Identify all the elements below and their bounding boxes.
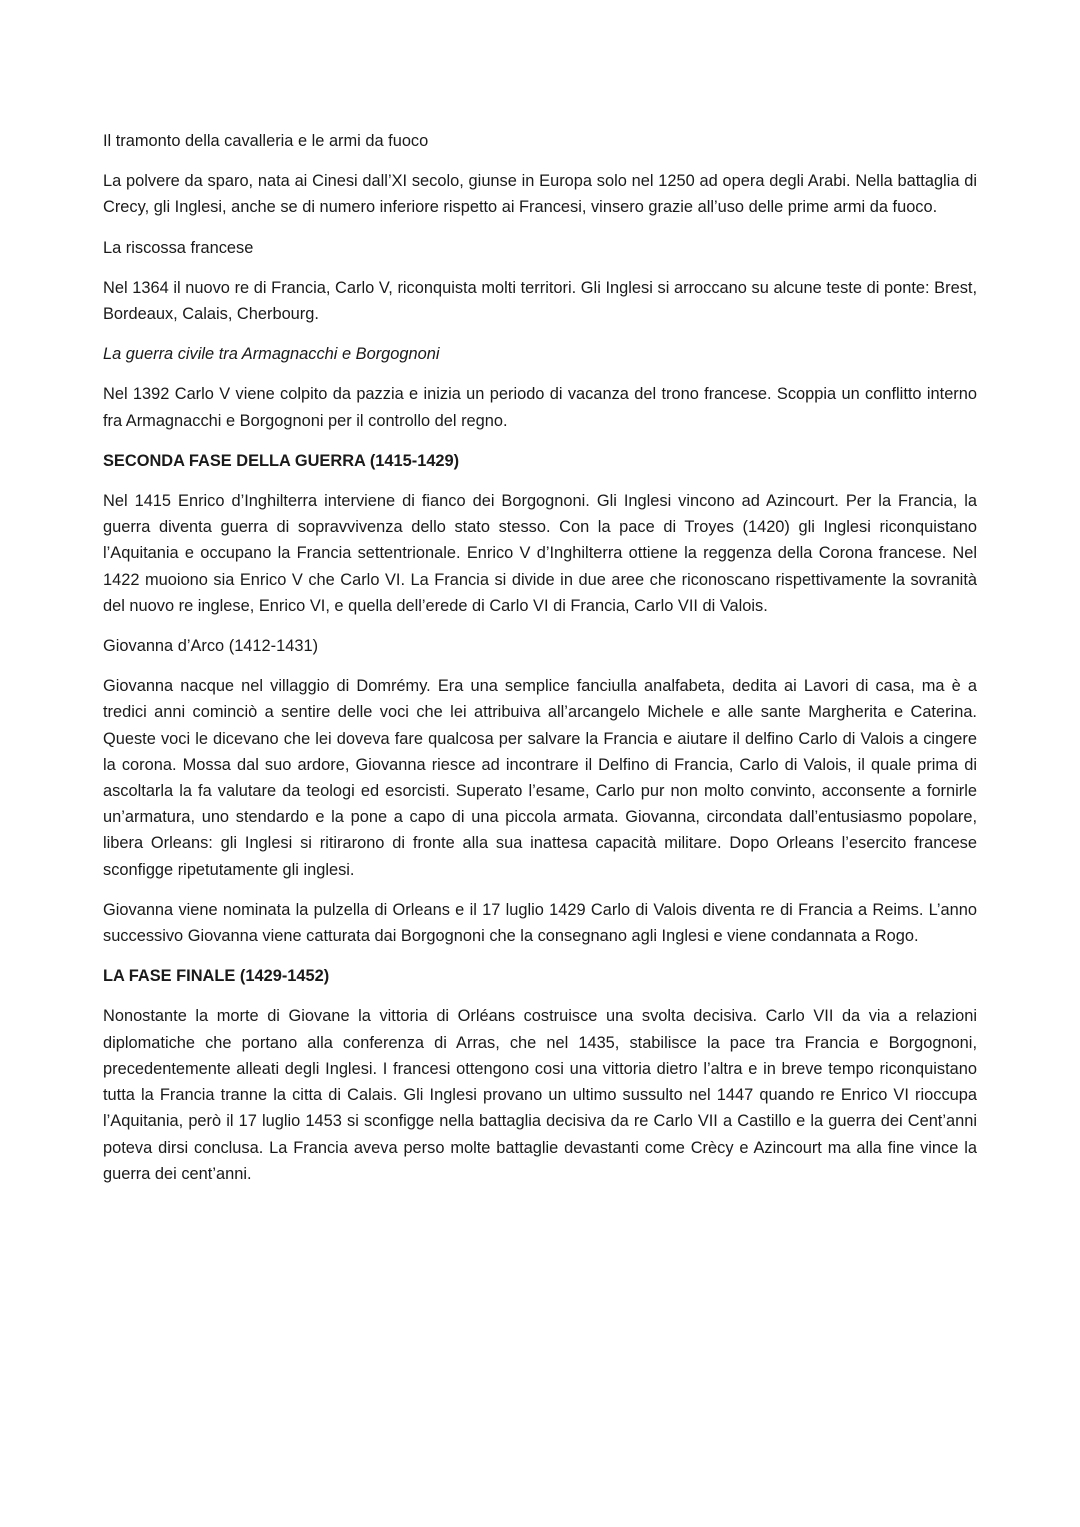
section-heading-seconda-fase: SECONDA FASE DELLA GUERRA (1415-1429) bbox=[103, 451, 460, 470]
paragraph-polvere-da-sparo: La polvere da sparo, nata ai Cinesi dall’XI secolo, giunse in Europa solo nel 1250 ad opera degli Arabi. Nella battaglia di Crecy, gli Inglesi, anche se di numero inferiore rispetto ai Francesi, vinsero grazie all’uso delle prime armi da fuoco. bbox=[103, 172, 977, 217]
paragraph-fase-finale: Nonostante la morte di Giovane la vittoria di Orléans costruisce una svolta decisiva. Carlo VII da via a relazioni diplomatiche che portano alla conferenza di Arras, che nel 1435, stabilisce la pace tra Francia e Borgognoni, precedentemente alleati degli Inglesi. I francesi ottengono cosi una vittoria dietro l’altra e in breve tempo riconquistano tutta la Francia tranne la citta di Calais. Gli Inglesi provano un ultimo sussulto nel 1447 quando re Enrico VI rioccupa l’Aquitania, però il 17 luglio 1453 si sconfigge nella battaglia decisiva da re Carlo VII a Castillo e la guerra dei Cent’anni poteva dirsi conclusa. La Francia aveva perso molte battaglie devastanti come Crècy e Azincourt ma alla fine vince la guerra dei cent’anni. bbox=[103, 1007, 977, 1183]
document-page bbox=[103, 128, 977, 1201]
paragraph-carlo-v: Nel 1364 il nuovo re di Francia, Carlo V, riconquista molti territori. Gli Inglesi si arroccano su alcune teste di ponte: Brest, Bordeaux, Calais, Cherbourg. bbox=[103, 278, 977, 324]
section-heading-riscossa: La riscossa francese bbox=[103, 238, 254, 257]
paragraph-armagnacchi: Nel 1392 Carlo V viene colpito da pazzia e inizia un periodo di vacanza del trono francese. Scoppia un conflitto interno fra Armagnacchi e Borgognoni per il controllo del regno. bbox=[103, 385, 977, 430]
paragraph-giovanna-2: Giovanna viene nominata la pulzella di Orleans e il 17 luglio 1429 Carlo di Valois diventa re di Francia a Reims. L’anno successivo Giovanna viene catturata dai Borgognoni che la consegnano agli Inglesi e viene condannata a Rogo. bbox=[103, 900, 977, 946]
section-heading-giovanna: Giovanna d’Arco (1412-1431) bbox=[103, 637, 319, 656]
section-heading-cavalleria: Il tramonto della cavalleria e le armi da fuoco bbox=[103, 132, 429, 150]
paragraph-giovanna-1: Giovanna nacque nel villaggio di Domrémy. Era una semplice fanciulla analfabeta, dedita ai Lavori di casa, ma è a tredici anni cominciò a sentire delle voci che lei attribuiva all’arcangelo Michele e alle sante Margherita e Caterina. Queste voci le dicevano che lei doveva fare qualcosa per salvare la Francia e aiutare il delfino Carlo di Valois a cingere la corona. Mossa dal suo ardore, Giovanna riesce ad incontrare il Delfino di Francia, Carlo di Valois, il quale prima di ascoltarla la fa valutare da teologi ed esorcisti. Superato l’esame, Carlo pur non molto convinto, acconsente a fornirle un’armatura, uno stendardo e la pone a capo di una piccola armata. Giovanna, circondata dall’entusiasmo popolare, libera Orleans: gli Inglesi si ritirarono di fronte alla sua inattesa capacità militare. Dopo Orleans l’esercito francese sconfigge ripetutamente gli inglesi. bbox=[103, 677, 977, 879]
paragraph-seconda-fase: Nel 1415 Enrico d’Inghilterra interviene di fianco dei Borgognoni. Gli Inglesi vincono ad Azincourt. Per la Francia, la guerra diventa guerra di sopravvivenza dello stato stesso. Con la pace di Troyes (1420) gli Inglesi riconquistano l’Aquitania e occupano la Francia settentrionale. Enrico V d’Inghilterra ottiene la reggenza della Corona francese. Nel 1422 muoiono sia Enrico V che Carlo VI. La Francia si divide in due aree che riconoscano rispettivamente la sovranità del nuovo re inglese, Enrico VI, e quella dell’erede di Carlo VI di Francia, Carlo VII di Valois. bbox=[103, 492, 977, 615]
section-heading-fase-finale: LA FASE FINALE (1429-1452) bbox=[103, 967, 330, 986]
section-heading-guerra-civile: La guerra civile tra Armagnacchi e Borgognoni bbox=[103, 345, 440, 364]
